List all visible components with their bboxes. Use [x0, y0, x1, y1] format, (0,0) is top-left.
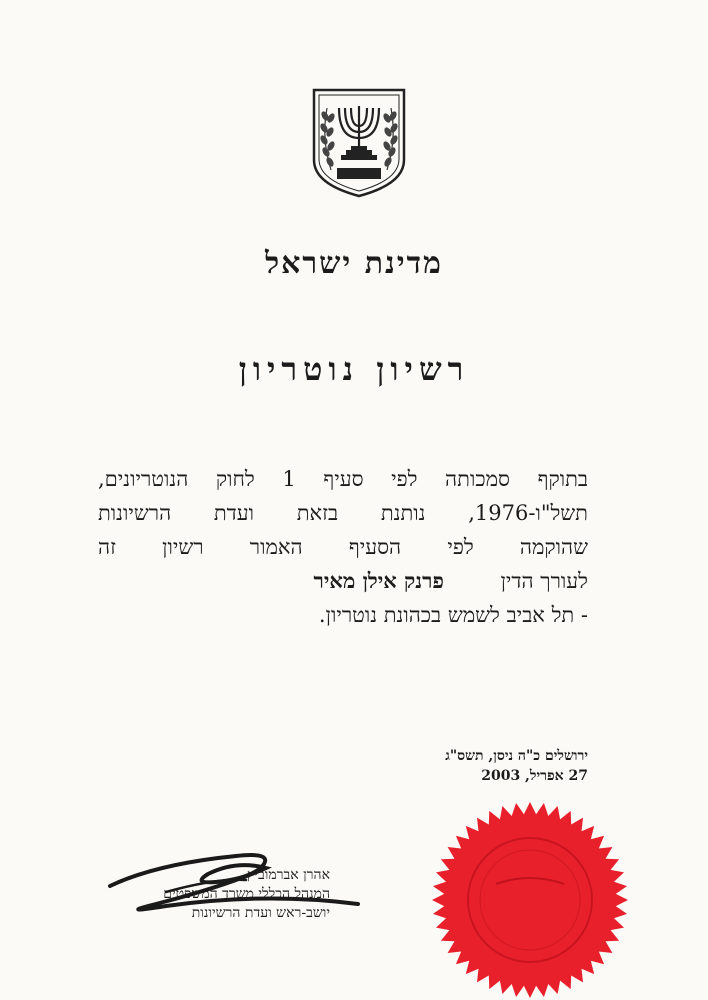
license-body: [98, 462, 588, 632]
signatory-block: [163, 866, 330, 923]
body-line: תשל"ו-1976, נותנת בזאת ועדת הרשיונות: [98, 501, 588, 525]
menorah-emblem-icon: [311, 88, 407, 198]
issue-date: [445, 746, 588, 786]
state-name: מדינת ישראל: [265, 246, 443, 281]
city: - תל אביב: [506, 603, 588, 627]
signatory-name: אהרן אברמוביץ: [247, 867, 330, 883]
signatory-role: יושב-ראש ועדת הרשיונות: [191, 905, 330, 921]
document-title: רשיון נוטריון: [238, 350, 470, 388]
red-wax-seal-icon: [430, 800, 630, 1000]
licensee-name: פרנק אילן מאיר: [313, 568, 444, 593]
gregorian-date: 27 אפריל, 2003: [481, 768, 588, 784]
hebrew-date: ירושלים כ"ה ניסן, תשס"ג: [445, 748, 588, 764]
signatory-title: המנהל הכללי משרד המשפטים: [163, 886, 330, 902]
addressee-line: [98, 564, 588, 598]
addressee-prefix: לעורך הדין: [500, 569, 588, 593]
body-line: בתוקף סמכותה לפי סעיף 1 לחוק הנוטריונים,: [98, 467, 588, 491]
body-line: שהוקמה לפי הסעיף האמור רשיון זה: [98, 535, 588, 559]
city-line: [98, 598, 588, 632]
purpose-text: לשמש בכהונת נוטריון.: [318, 603, 500, 627]
